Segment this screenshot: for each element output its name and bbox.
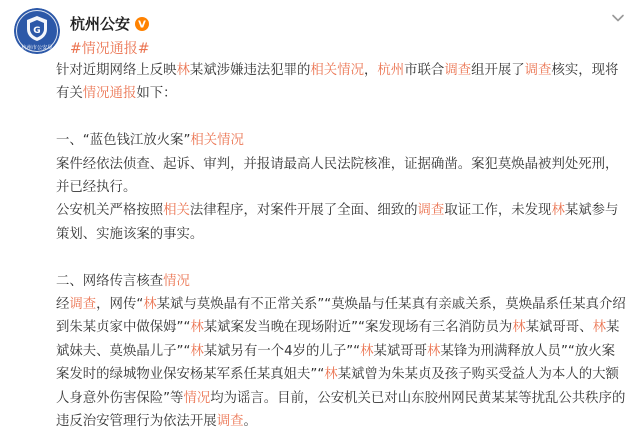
paragraph-text: 某斌另有一个4岁的儿子”“	[203, 343, 361, 359]
post-paragraph	[56, 199, 628, 246]
paragraph-text: 某锋为刑满释放人员”“放火案案发时的绿城物业保安杨某军系任某真姐夫”“	[56, 343, 615, 383]
avatar-caption: 杭州市公安局	[21, 45, 53, 51]
keyword-link[interactable]: 调查	[524, 63, 552, 78]
paragraph-text: ，	[363, 63, 378, 78]
paragraph-text: 。	[243, 414, 257, 430]
post-paragraph	[56, 293, 628, 433]
avatar[interactable]	[14, 8, 60, 54]
paragraph-text: 某斌参与策划、实施该案的事实。	[56, 203, 619, 242]
paragraph-text: 某斌曾为朱某贞及孩子购买受益人为本人的大额人身意外伤害保险”等	[56, 367, 619, 406]
keyword-link[interactable]: 相关情况	[310, 63, 364, 78]
paragraph-text: 二、网络传言核查	[56, 273, 164, 289]
keyword-link[interactable]: 林	[190, 320, 204, 336]
paragraph-text: 某斌哥哥、	[525, 320, 593, 336]
paragraph-text: 某斌案发当晚在现场附近”“案发现场有三名消防员为	[203, 320, 513, 336]
paragraph-text: 某斌哥哥	[373, 343, 428, 359]
paragraph-text: 案件经依法侦查、起诉、审判，并报请最高人民法院核准，证据确凿。案犯莫焕晶被判处死刑，并已经执行。	[56, 156, 619, 196]
account-name[interactable]	[70, 13, 149, 34]
paragraph-text: ，网传“	[96, 297, 144, 313]
paragraph-text: 均为谣言。目前，公安机关已对山东胶州网民黄某某等扰乱公共秩序的违反治安管理行为依法开展	[56, 390, 626, 430]
keyword-link[interactable]: 林	[324, 367, 338, 383]
keyword-link[interactable]: 林	[176, 63, 190, 78]
keyword-link[interactable]: 杭州	[377, 63, 405, 78]
paragraph-text: 组开展了	[471, 63, 525, 78]
keyword-link[interactable]: 林	[427, 343, 441, 359]
keyword-link[interactable]: 林	[360, 343, 374, 359]
chevron-down-icon[interactable]	[610, 10, 626, 26]
paragraph-text: 核实，现将有关	[56, 63, 619, 102]
keyword-link[interactable]: 调查	[69, 297, 97, 313]
paragraph-text: 经	[56, 297, 70, 313]
keyword-link[interactable]: 林	[512, 320, 526, 336]
account-name-text[interactable]: 杭州公安	[70, 15, 131, 33]
svg-text:G: G	[33, 26, 41, 36]
keyword-link[interactable]: 调查	[444, 63, 472, 78]
police-badge-icon	[14, 8, 60, 54]
keyword-link[interactable]: 林	[592, 320, 606, 336]
paragraph-text: 某斌妹夫、莫焕晶儿子”“	[56, 320, 620, 359]
keyword-link[interactable]: 调查	[417, 203, 445, 219]
post-paragraph	[56, 153, 628, 200]
topic-tag-link[interactable]: #情况通报#	[70, 41, 150, 57]
keyword-link[interactable]: 林	[190, 343, 204, 359]
post-paragraph	[56, 59, 628, 106]
verified-badge-icon	[135, 17, 149, 31]
post-content	[56, 59, 628, 433]
paragraph-text: 如下：	[136, 86, 177, 102]
post-paragraph	[56, 270, 628, 293]
keyword-link[interactable]: 林	[551, 203, 565, 219]
paragraph-text: 法律程序，对案件开展了全面、细致的	[189, 203, 418, 219]
svg-text:V: V	[138, 19, 146, 31]
keyword-link[interactable]: 情况	[163, 273, 190, 289]
paragraph-text: 针对近期网络上反映	[56, 63, 177, 78]
keyword-link[interactable]: 林	[143, 297, 157, 313]
keyword-link[interactable]: 相关	[163, 203, 190, 219]
paragraph-text: 一、“蓝色钱江放火案”	[56, 133, 191, 149]
post-paragraph	[56, 129, 628, 152]
paragraph-gap	[56, 246, 628, 269]
paragraph-text: 取证工作，未发现	[444, 203, 552, 219]
keyword-link[interactable]: 情况通报	[82, 86, 137, 102]
post-header	[14, 8, 626, 56]
keyword-link[interactable]: 相关情况	[190, 133, 244, 149]
keyword-link[interactable]: 情况	[183, 390, 211, 406]
paragraph-gap	[56, 106, 628, 129]
keyword-link[interactable]: 调查	[216, 414, 244, 430]
paragraph-text: 某斌与莫焕晶有不正常关系”“莫焕晶与任某真有亲戚关系，莫焕晶系任某真介绍到朱某贞家中做保姆”“	[56, 297, 626, 336]
paragraph-text: 公安机关严格按照	[56, 203, 164, 219]
paragraph-text: 某斌涉嫌违法犯罪的	[189, 63, 311, 78]
paragraph-text: 市联合	[404, 63, 445, 78]
